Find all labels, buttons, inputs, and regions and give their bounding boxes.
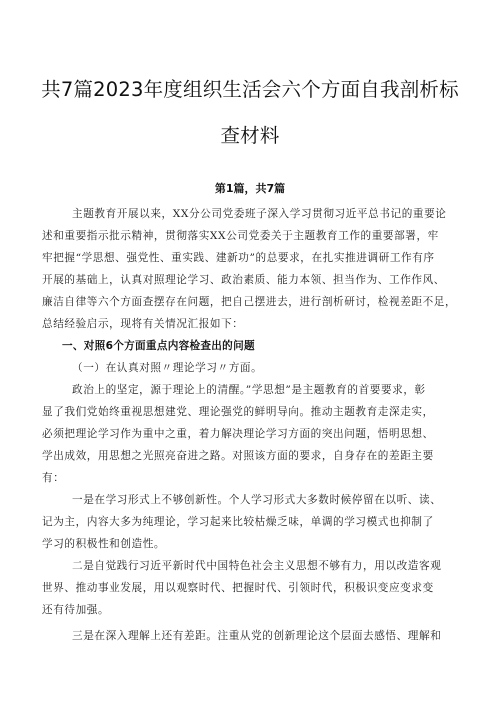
body-line: 述和重要指示批示精神，贯彻落实XX公司党委关于主题教育工作的重要部署，牢 <box>42 230 439 242</box>
body-line: 三是在深入理解上还有差距。注重从党的创新理论这个层面去感悟、理解和 <box>72 630 442 642</box>
body-line: 学习的积极性和创造性。 <box>42 538 166 550</box>
body-line: 显了我们党始终重视思想建党、理论强党的鲜明导向。推动主题教育走深走实， <box>42 406 434 418</box>
body-line: 政治上的坚定，源于理论上的清醒。”学思想”是主题教育的首要要求，彰 <box>72 384 426 396</box>
body-line: 开展的基础上，认真对照理论学习、政治素质、能力本领、担当作为、工作作风、 <box>42 274 445 286</box>
body-line: 学出成效，用思想之光照亮奋进之路。对照该方面的要求，自身存在的差距主要 <box>42 450 434 462</box>
body-line: 世界、推动事业发展，用以观察时代、把握时代、引领时代，积极识变应变求变 <box>42 582 434 594</box>
section-heading: 一、对照6个方面重点内容检查出的问题 <box>62 340 255 352</box>
part-indicator: 第1篇，共7篇 <box>214 182 286 195</box>
body-line: 记为主，内容大多为纯理论，学习起来比较枯燥乏味，单调的学习模式也抑制了 <box>42 516 434 528</box>
body-line: 牢把握“学思想、强党性、重实践、建新功”的总要求，在扎实推进调研工作有序 <box>42 252 435 264</box>
body-line: 总结经验启示，现将有关情况汇报如下： <box>42 318 244 330</box>
body-line: 有： <box>42 472 65 484</box>
subsection-heading: （一）在认真对照〃理论学习〃方面。 <box>72 362 263 374</box>
body-line: 主题教育开展以来，XX分公司党委班子深入学习贯彻习近平总书记的重要论 <box>72 208 447 220</box>
body-line: 廉洁自律等六个方面查摆存在问题，把自己摆进去，进行剖析研讨，检视差距不足， <box>42 296 457 308</box>
document-title-line-1: 共7篇2023年度组织生活会六个方面自我剖析标 <box>41 78 459 101</box>
body-line: 还有待加强。 <box>42 604 110 616</box>
body-line: 二是自觉践行习近平新时代中国特色社会主义思想不够有力，用以改造客观 <box>72 560 442 572</box>
document-title-line-2: 查材料 <box>220 124 280 147</box>
body-line: 一是在学习形式上不够创新性。个人学习形式大多数时候停留在以听、读、 <box>72 494 442 506</box>
body-line: 必须把理论学习作为重中之重，着力解决理论学习方面的突出问题，悟明思想、 <box>42 428 434 440</box>
